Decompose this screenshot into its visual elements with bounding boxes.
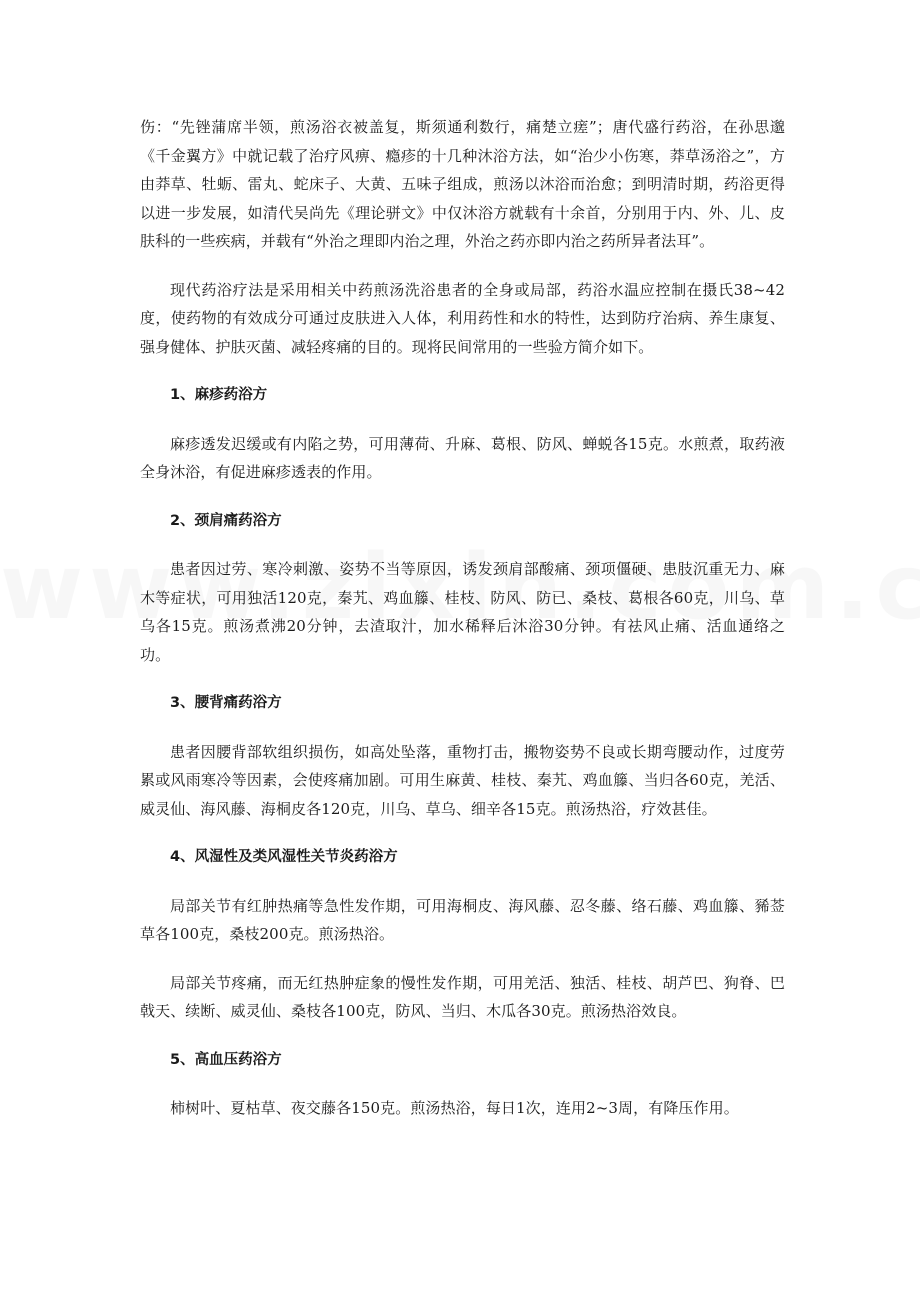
section-heading-back-pain: 3、腰背痛药浴方 xyxy=(170,695,282,711)
paragraph-intro: 现代药浴疗法是采用相关中药煎汤洗浴患者的全身或局部，药浴水温应控制在摄氏38~42度，使药物的有效成分可通过皮肤进入人体，利用药性和水的特性，达到防疗治病、养生康复、强身健体、护肤灭菌、减轻疼痛的目的。现将民间常用的一些验方简介如下。 xyxy=(140,280,785,356)
paragraph-back-pain: 患者因腰背部软组织损伤，如高处坠落，重物打击，搬物姿势不良或长期弯腰动作，过度劳累或风雨寒冷等因素，会使疼痛加剧。可用生麻黄、桂枝、秦艽、鸡血籐、当归各60克，羌活、威灵仙、海风藤、海桐皮各120克，川乌、草乌、细辛各15克。煎汤热浴，疗效甚佳。 xyxy=(140,742,785,818)
document-body xyxy=(140,113,785,1143)
paragraph-arthritis-acute: 局部关节有红肿热痛等急性发作期，可用海桐皮、海风藤、忍冬藤、络石藤、鸡血籐、豨莶草各100克，桑枝200克。煎汤热浴。 xyxy=(140,896,785,943)
paragraph-measles: 麻疹透发迟缓或有内陷之势，可用薄荷、升麻、葛根、防风、蝉蜕各15克。水煎煮，取药液全身沐浴，有促进麻疹透表的作用。 xyxy=(140,434,785,481)
paragraph-hypertension: 柿树叶、夏枯草、夜交藤各150克。煎汤热浴，每日1次，连用2~3周，有降压作用。 xyxy=(170,1099,739,1117)
section-heading-neck-shoulder: 2、颈肩痛药浴方 xyxy=(170,512,282,529)
section-heading-arthritis: 4、风湿性及类风湿性关节炎药浴方 xyxy=(170,849,398,865)
paragraph-arthritis-chronic: 局部关节疼痛，而无红热肿症象的慢性发作期，可用羌活、独活、桂枝、胡芦巴、狗脊、巴戟天、续断、威灵仙、桑枝各100克，防风、当归、木瓜各30克。煎汤热浴效良。 xyxy=(140,973,785,1020)
section-heading-hypertension: 5、高血压药浴方 xyxy=(170,1051,282,1068)
paragraph-neck-shoulder: 患者因过劳、寒冷刺激、姿势不当等原因，诱发颈肩部酸痛、颈项僵硬、患肢沉重无力、麻木等症状，可用独活120克，秦艽、鸡血籐、桂枝、防风、防已、桑枝、葛根各60克，川乌、草乌各15克。煎汤煮沸20分钟，去渣取汁，加水稀释后沐浴30分钟。有祛风止痛、活血通络之功。 xyxy=(140,560,785,664)
section-heading-measles: 1、麻疹药浴方 xyxy=(170,387,268,403)
paragraph-history: 伤：“先锉蒲席半领，煎汤浴衣被盖复，斯须通利数行，痛楚立瘥”；唐代盛行药浴，在孙思邈《千金翼方》中就记载了治疗风痹、瘾疹的十几种沐浴方法，如“治少小伤寒，莽草汤浴之”，方由莽草、牡蛎、雷丸、蛇床子、大黄、五味子组成，煎汤以沐浴而治愈；到明清时期，药浴更得以进一步发展，如清代吴尚先《理论骈文》中仅沐浴方就载有十余首，分别用于内、外、儿、皮肤科的一些疾病，并载有“外治之理即内治之理，外治之药亦即内治之药所异者法耳”。 xyxy=(140,118,785,250)
